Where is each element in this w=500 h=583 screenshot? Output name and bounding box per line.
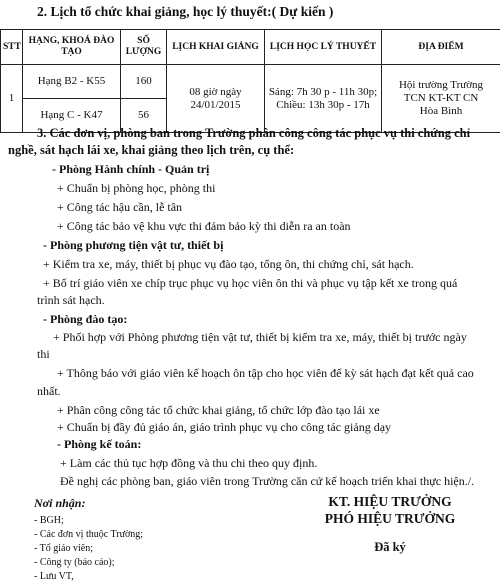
recipients-title: Nơi nhận: [34, 496, 85, 511]
theory-morning: Sáng: 7h 30 p - 11h 30p; [267, 86, 379, 99]
schedule-table [0, 29, 500, 133]
training-item-2b: nhất. [37, 384, 61, 399]
training-item-1a: + Phối hợp với Phòng phương tiện vật tư, thiết bị kiểm tra xe, máy, thiết bị trước ngày [53, 330, 467, 345]
cell-opening [167, 65, 265, 133]
signature-title-1: KT. HIỆU TRƯỞNG [300, 494, 480, 510]
closing-line: Đề nghị các phòng ban, giáo viên trong Trường căn cứ kế hoạch triển khai thực hiện./. [60, 474, 474, 489]
header-rank: HẠNG, KHOÁ ĐÀO TẠO [23, 30, 121, 65]
admin-item-3: + Công tác bảo vệ khu vực thi đảm bảo kỳ thi diễn ra an toàn [57, 219, 351, 234]
recipient-item: - Tổ giáo viên; [34, 542, 93, 555]
place-line-1: Hội trường Trường [384, 79, 498, 92]
table-row [1, 65, 500, 99]
cell-stt: 1 [1, 65, 23, 133]
recipient-item: - Lưu VT, [34, 570, 74, 583]
opening-time: 08 giờ ngày [169, 86, 262, 99]
admin-heading: - Phòng Hành chính - Quản trị [52, 162, 209, 177]
header-stt: STT [1, 30, 23, 65]
recipient-item: - BGH; [34, 514, 64, 527]
cell-qty-c: 56 [121, 99, 167, 133]
signed-label: Đã ký [300, 540, 480, 555]
equipment-item-2a: + Bố trí giáo viên xe chíp trục phục vụ học viên ôn thi và phục vụ tập kết xe trong quá [43, 276, 457, 291]
place-line-3: Hòa Bình [384, 105, 498, 118]
training-item-4: + Chuẩn bị đầy đủ giáo án, giáo trình phục vụ cho công tác giảng dạy [57, 420, 391, 435]
accounting-heading: - Phòng kế toán: [57, 437, 141, 452]
training-heading: - Phòng đào tạo: [43, 312, 127, 327]
section-3-intro-2: nghề, sát hạch lái xe, khai giảng theo lịch trên, cụ thể: [8, 143, 294, 158]
header-quantity: SỐ LƯỢNG [121, 30, 167, 65]
section-3-intro-1: 3. Các đơn vị, phòng ban trong Trường phân công công tác phục vụ thi chứng chỉ [37, 126, 470, 141]
signature-title-2: PHÓ HIỆU TRƯỞNG [300, 511, 480, 527]
cell-theory [265, 65, 382, 133]
header-theory: LỊCH HỌC LÝ THUYẾT [265, 30, 382, 65]
cell-qty-b2: 160 [121, 65, 167, 99]
cell-place [382, 65, 500, 133]
header-opening: LỊCH KHAI GIẢNG [167, 30, 265, 65]
opening-date: 24/01/2015 [169, 99, 262, 112]
equipment-item-2b: trình sát hạch. [37, 293, 105, 308]
cell-rank-c: Hạng C - K47 [23, 99, 121, 133]
training-item-3: + Phân công công tác tổ chức khai giảng, tổ chức lớp đào tạo lái xe [57, 403, 380, 418]
recipient-item: - Các đơn vị thuộc Trường; [34, 528, 143, 541]
place-line-2: TCN KT-KT CN [384, 92, 498, 105]
admin-item-1: + Chuẩn bị phòng học, phòng thi [57, 181, 215, 196]
equipment-item-1: + Kiểm tra xe, máy, thiết bị phục vụ đào tạo, tổng ôn, thi chứng chỉ, sát hạch. [43, 257, 414, 272]
accounting-item-1: + Làm các thủ tục hợp đồng và thu chi theo quy định. [60, 456, 317, 471]
admin-item-2: + Công tác hậu cần, lễ tân [57, 200, 182, 215]
section-2-title: 2. Lịch tổ chức khai giảng, học lý thuyết:( Dự kiến ) [37, 4, 333, 20]
equipment-heading: - Phòng phương tiện vật tư, thiết bị [43, 238, 223, 253]
recipient-item: - Công ty (báo cáo); [34, 556, 115, 569]
cell-rank-b2: Hạng B2 - K55 [23, 65, 121, 99]
header-place: ĐỊA ĐIỂM [382, 30, 500, 65]
theory-afternoon: Chiều: 13h 30p - 17h [267, 99, 379, 112]
table-header-row [1, 30, 500, 65]
training-item-1b: thi [37, 347, 50, 362]
training-item-2a: + Thông báo với giáo viên kế hoạch ôn tập cho học viên để kỳ sát hạch đạt kết quả cao [57, 366, 474, 381]
